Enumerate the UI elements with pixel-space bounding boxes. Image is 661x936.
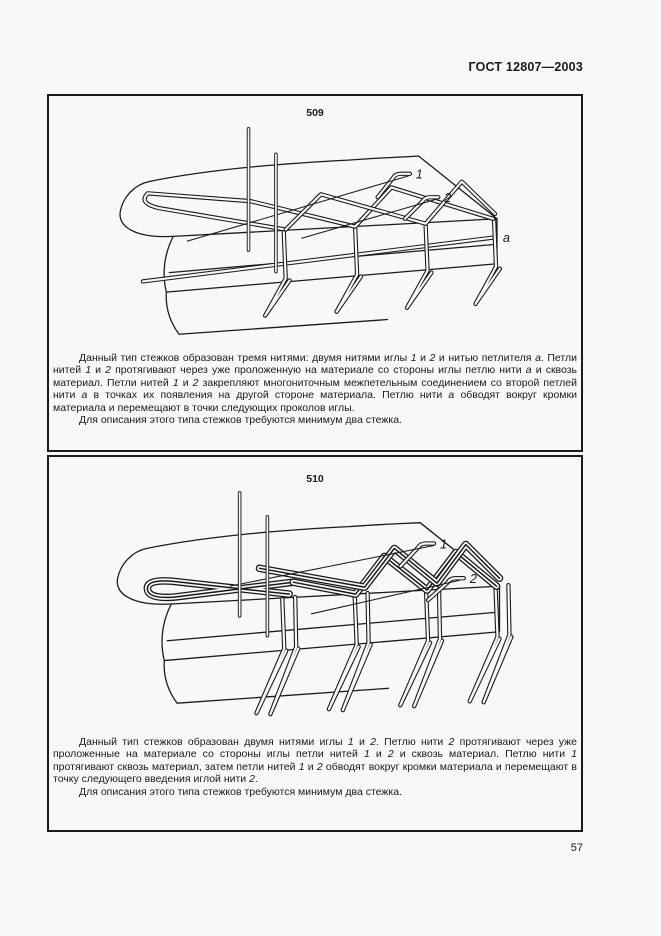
figure-box-510 <box>47 455 583 832</box>
figure-note-509: Для описания этого типа стежков требуются минимум два стежка. <box>79 414 403 427</box>
stitch-loops-front-509 <box>265 220 500 316</box>
looper-thread-a <box>143 237 495 281</box>
figure-note-510: Для описания этого типа стежков требуются минимум два стежка. <box>79 785 403 798</box>
document-title: ГОСТ 12807—2003 <box>468 60 583 74</box>
stitch-diagram-510 <box>49 485 585 728</box>
figure-number-509: 509 <box>306 107 324 119</box>
figure-number-510: 510 <box>306 473 324 485</box>
callout-label-1: 1 <box>439 536 448 552</box>
callout-label-2: 2 <box>469 571 477 587</box>
callout-label-1: 1 <box>415 166 423 182</box>
figure-description-510: Данный тип стежков образован двумя нитями иглы 1 и 2. Петлю нити 2 протягивают через уже проложенные на материале со стороны иглы петли нитей 1 и 2 и сквозь материал. Петлю нити 1 протягивают сквозь материал, затем петли нитей 1 и 2 обводят вокруг кромки материала и перемещают в точку следующего введения иглой нити 2. <box>53 736 578 786</box>
figure-description-509: Данный тип стежков образован тремя нитями: двумя нитями иглы 1 и 2 и нитью петлителя а. Петли нитей 1 и 2 протягивают через уже проложенную на материале со стороны иглы петлю нити а и сквозь материал. Петли нитей 1 и 2 закрепляют многониточным межпетельным соединением со второй петлей нити а в точках их появления на другой стороне материала. Петлю нити а обводят вокруг кромки материала и перемещают в точки следующих проколов иглы. <box>53 352 578 414</box>
figure-box-509 <box>47 94 583 452</box>
stitch-diagram-509 <box>49 119 585 344</box>
callout-label-a: а <box>502 230 510 246</box>
page-number: 57 <box>570 842 583 854</box>
callout-label-2: 2 <box>444 190 452 206</box>
